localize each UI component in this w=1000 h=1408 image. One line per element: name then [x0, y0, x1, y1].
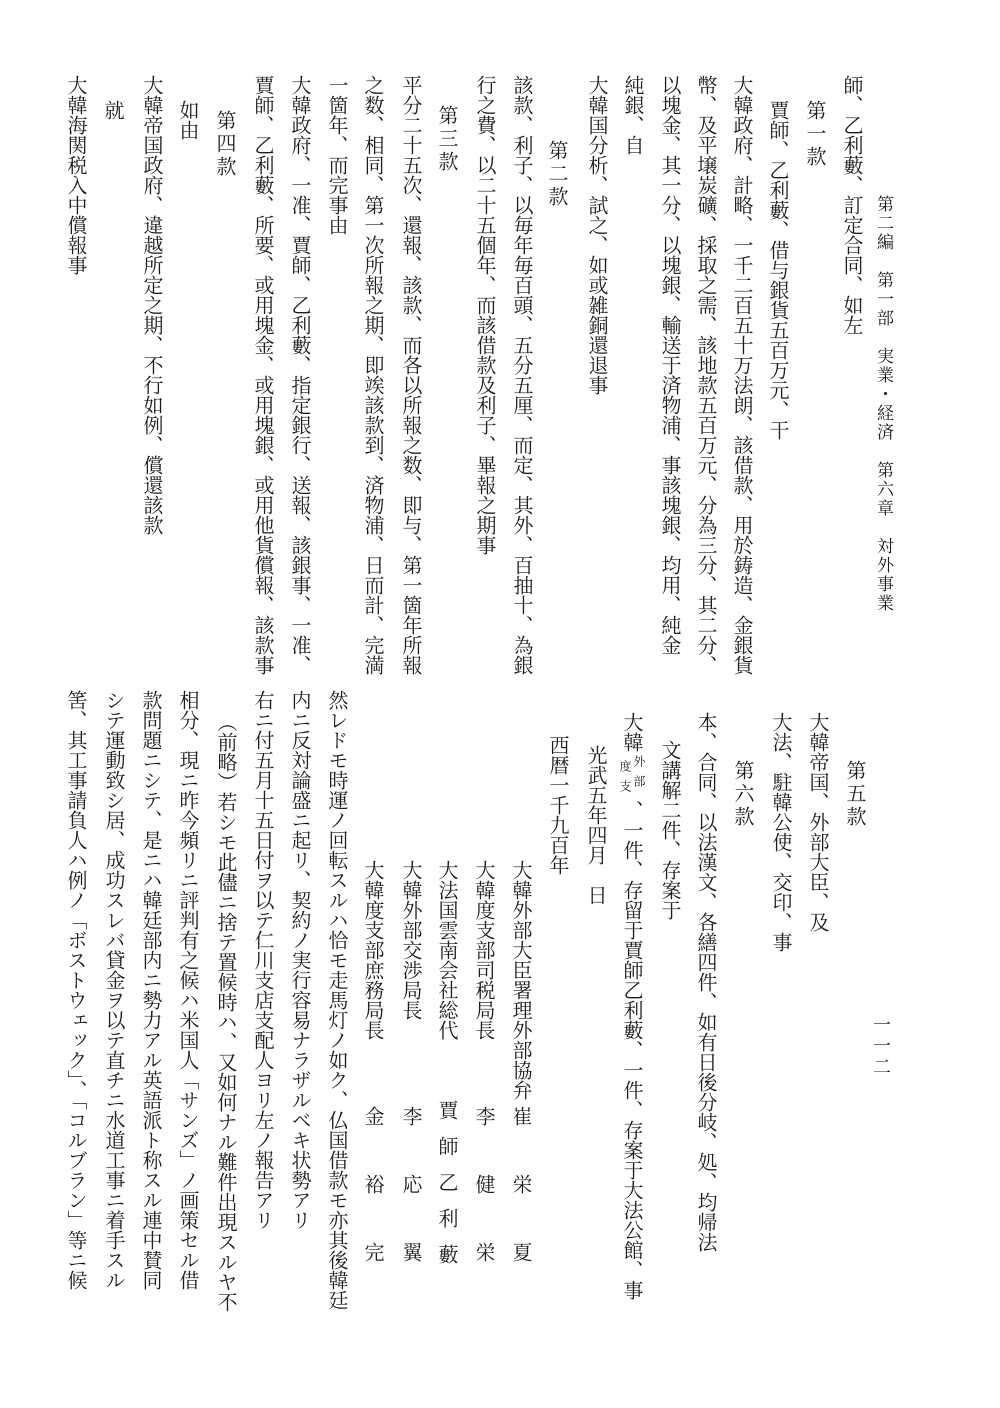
- signatory-title: 大韓外部交渉局長: [399, 860, 423, 1020]
- document-date: 光武五年四月 日: [584, 745, 608, 905]
- article-heading: 第五款: [843, 760, 867, 829]
- signatory-name: 崔栄夏: [509, 1106, 533, 1310]
- signatory-title: 大法国雲南会社総代: [435, 860, 459, 1040]
- report-quote-line: （前略）若シモ此儘ニ捨テ置候時ハ、又如何ナル難件出現スルヤ不: [214, 712, 238, 1312]
- signatory-title: 大韓外部大臣署理外部協弁: [509, 860, 533, 1100]
- narrative-line: 内ニ反対論盛ニ起リ、契約ノ実行容易ナラザルベキ状勢アリ: [288, 690, 312, 1230]
- contract-line: 大韓国分析、試之、如或雑銅還退事: [585, 75, 609, 395]
- page-number: 一一二: [870, 1015, 891, 1078]
- signatory-title: 大韓度支部司税局長: [472, 860, 496, 1040]
- signatory-name: 金裕完: [361, 1106, 385, 1310]
- contract-line: 大法、駐韓公使、交印、事: [769, 712, 793, 952]
- running-header: 第二編 第一部 実業・経済 第六章 対外事業: [873, 195, 893, 613]
- report-quote-line: シテ運動致シ居、成功スレバ貸金ヲ以テ直チニ水道工事ニ着手スル: [102, 690, 126, 1290]
- western-date: 西暦一千九百年: [546, 735, 570, 875]
- contract-line: 平分二十五次、還報、該款、而各以所報之数、即与、第一箇年所報: [399, 75, 423, 675]
- article-heading: 第六款: [731, 760, 755, 829]
- narrative-line: 然レドモ時運ノ回転スルハ恰モ走馬灯ノ如ク、仏国借款モ亦其後韓廷: [325, 690, 349, 1310]
- signatory-name: 賈師乙利藪: [435, 1100, 459, 1280]
- signatory-title: 大韓度支部庶務局長: [361, 860, 385, 1040]
- report-quote-line: 款問題ニシテ、是ニハ韓廷部内ニ勢力アル英語派ト称スル連中賛同: [139, 690, 163, 1290]
- narrative-line: 右ニ付五月十五日付ヲ以テ仁川支店支配人ヨリ左ノ報告アリ: [251, 690, 275, 1230]
- article-heading: 第二款: [545, 140, 569, 209]
- contract-line: 如由: [176, 100, 200, 140]
- contract-line: 賈師、乙利藪、所要、或用塊金、或用塊銀、或用他貨償報、該款事: [251, 75, 275, 675]
- interlinear-note-right: 外部: [632, 755, 646, 795]
- contract-line: 大韓政府、計略、一千二百五十万法朗、該借款、用於鋳造、金銀貨: [730, 75, 754, 675]
- contract-line: 以塊金、其一分、以塊銀、輸送于済物浦、事該塊銀、均用、純金: [658, 75, 682, 655]
- report-quote-line: 相分、現ニ昨今頻リニ評判有之候ハ米国人「サンズ」ノ画策セル借: [176, 690, 200, 1290]
- contract-line: 大韓帝国、外部大臣、及: [806, 712, 830, 932]
- contract-line-start: 大韓: [620, 712, 644, 752]
- article-heading: 第一款: [803, 100, 827, 169]
- contract-line-rest: 、一件、存留于賈師乙利藪、一件、存案于大法公館、事: [620, 800, 644, 1300]
- article-heading: 第四款: [213, 110, 237, 179]
- contract-line: 本、合同、以法漢文、各繕四件、如有日後分岐、処、均帰法: [694, 712, 718, 1252]
- contract-line: 大韓帝国政府、違越所定之期、不行如例、償還該款: [140, 75, 164, 535]
- contract-line: 師、乙利藪、訂定合同、如左: [840, 75, 864, 335]
- contract-line: 賈師、乙利藪、借与銀貨五百万元、干: [766, 100, 790, 440]
- contract-line: 大韓海関税入中償報事: [64, 75, 88, 275]
- signatory-name: 李健栄: [472, 1106, 496, 1310]
- contract-line: 就: [101, 100, 125, 120]
- contract-line: 行之費、以二十五個年、而該借款及利子、畢報之期事: [473, 75, 497, 555]
- contract-line: 大韓政府、一准、賈師、乙利藪、指定銀行、送報、該銀事、一准、: [288, 75, 312, 675]
- contract-line: 文講解二件、存案于: [658, 740, 682, 920]
- contract-line: 純銀、自: [621, 75, 645, 155]
- interlinear-note-left: 度支: [618, 760, 632, 800]
- contract-line: 幣、及平壌炭礦、採取之需、該地款五百万元、分為三分、其二分、: [694, 75, 718, 675]
- article-heading: 第三款: [435, 105, 459, 174]
- contract-line: 一箇年、而完事由: [325, 75, 349, 235]
- signatory-name: 李応翼: [399, 1106, 423, 1310]
- contract-line: 之数、相同、第一次所報之期、即竢該款到、済物浦、日而計、完満: [361, 75, 385, 675]
- contract-line: 該款、利子、以毎年毎百頭、五分五厘、而定、其外、百抽十、為銀: [510, 75, 534, 675]
- report-quote-line: 筈、其工事請負人ハ例ノ「ボストウェック」、「コルブラン」等ニ候: [64, 690, 88, 1290]
